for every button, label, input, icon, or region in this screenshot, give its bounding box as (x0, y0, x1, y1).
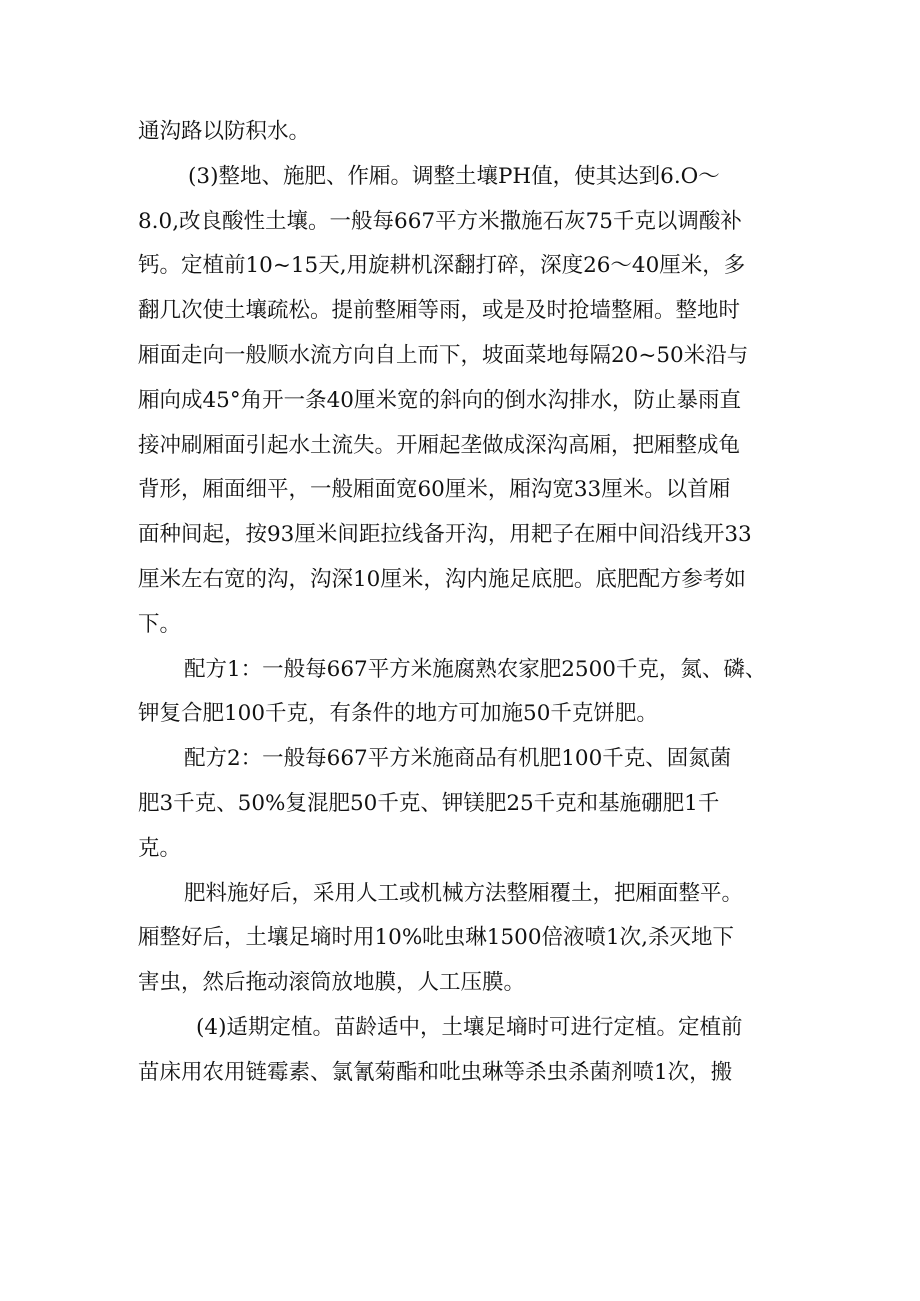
text-line-16: 肥3千克、50%复混肥50千克、钾镁肥25千克和基施硼肥1千 (138, 790, 720, 816)
text-line-4: 钙。定植前10~15天,用旋耕机深翻打碎，深度26～40厘米，多 (138, 253, 746, 279)
text-line-10: 面种间起，按93厘米间距拉线备开沟，用耙子在厢中间沿线开33 (138, 522, 752, 548)
text-line-13: 配方1：一般每667平方米施腐熟农家肥2500千克，氮、磷、 (184, 656, 767, 682)
text-line-21: (4)适期定植。苗龄适中，土壤足墒时可进行定植。定植前 (196, 1014, 743, 1040)
text-line-7: 厢向成45°角开一条40厘米宽的斜向的倒水沟排水，防止暴雨直 (138, 387, 741, 413)
text-line-22: 苗床用农用链霉素、氯氰菊酯和吡虫琳等杀虫杀菌剂喷1次，搬 (138, 1059, 733, 1085)
text-line-3: 8.0,改良酸性土壤。一般每667平方米撒施石灰75千克以调酸补 (138, 208, 742, 234)
text-line-9: 背形，厢面细平，一般厢面宽60厘米，厢沟宽33厘米。以首厢 (138, 477, 731, 503)
body-text (138, 110, 794, 1096)
text-line-8: 接冲刷厢面引起水土流失。开厢起垄做成深沟高厢，把厢整成龟 (138, 432, 741, 458)
text-line-1: 通沟路以防积水。 (138, 119, 311, 144)
text-line-2: (3)整地、施肥、作厢。调整土壤PH值，使其达到6.O～ (188, 163, 720, 189)
text-line-12: 下。 (138, 611, 182, 637)
text-line-15: 配方2：一般每667平方米施商品有机肥100千克、固氮菌 (184, 746, 732, 772)
text-line-18: 肥料施好后，采用人工或机械方法整厢覆土，把厢面整平。 (184, 880, 744, 906)
text-line-5: 翻几次使土壤疏松。提前整厢等雨，或是及时抢墙整厢。整地时 (138, 298, 741, 324)
text-line-17: 克。 (138, 835, 182, 861)
text-line-20: 害虫，然后拖动滚筒放地膜，人工压膜。 (138, 970, 526, 996)
text-line-6: 厢面走向一般顺水流方向自上而下，坡面菜地每隔20~50米沿与 (138, 342, 749, 368)
text-line-11: 厘米左右宽的沟，沟深10厘米，沟内施足底肥。底肥配方参考如 (138, 566, 746, 592)
text-line-14: 钾复合肥100千克，有条件的地方可加施50千克饼肥。 (138, 701, 658, 727)
text-line-19: 厢整好后，土壤足墒时用10%吡虫琳1500倍液喷1次,杀灭地下 (138, 925, 735, 951)
